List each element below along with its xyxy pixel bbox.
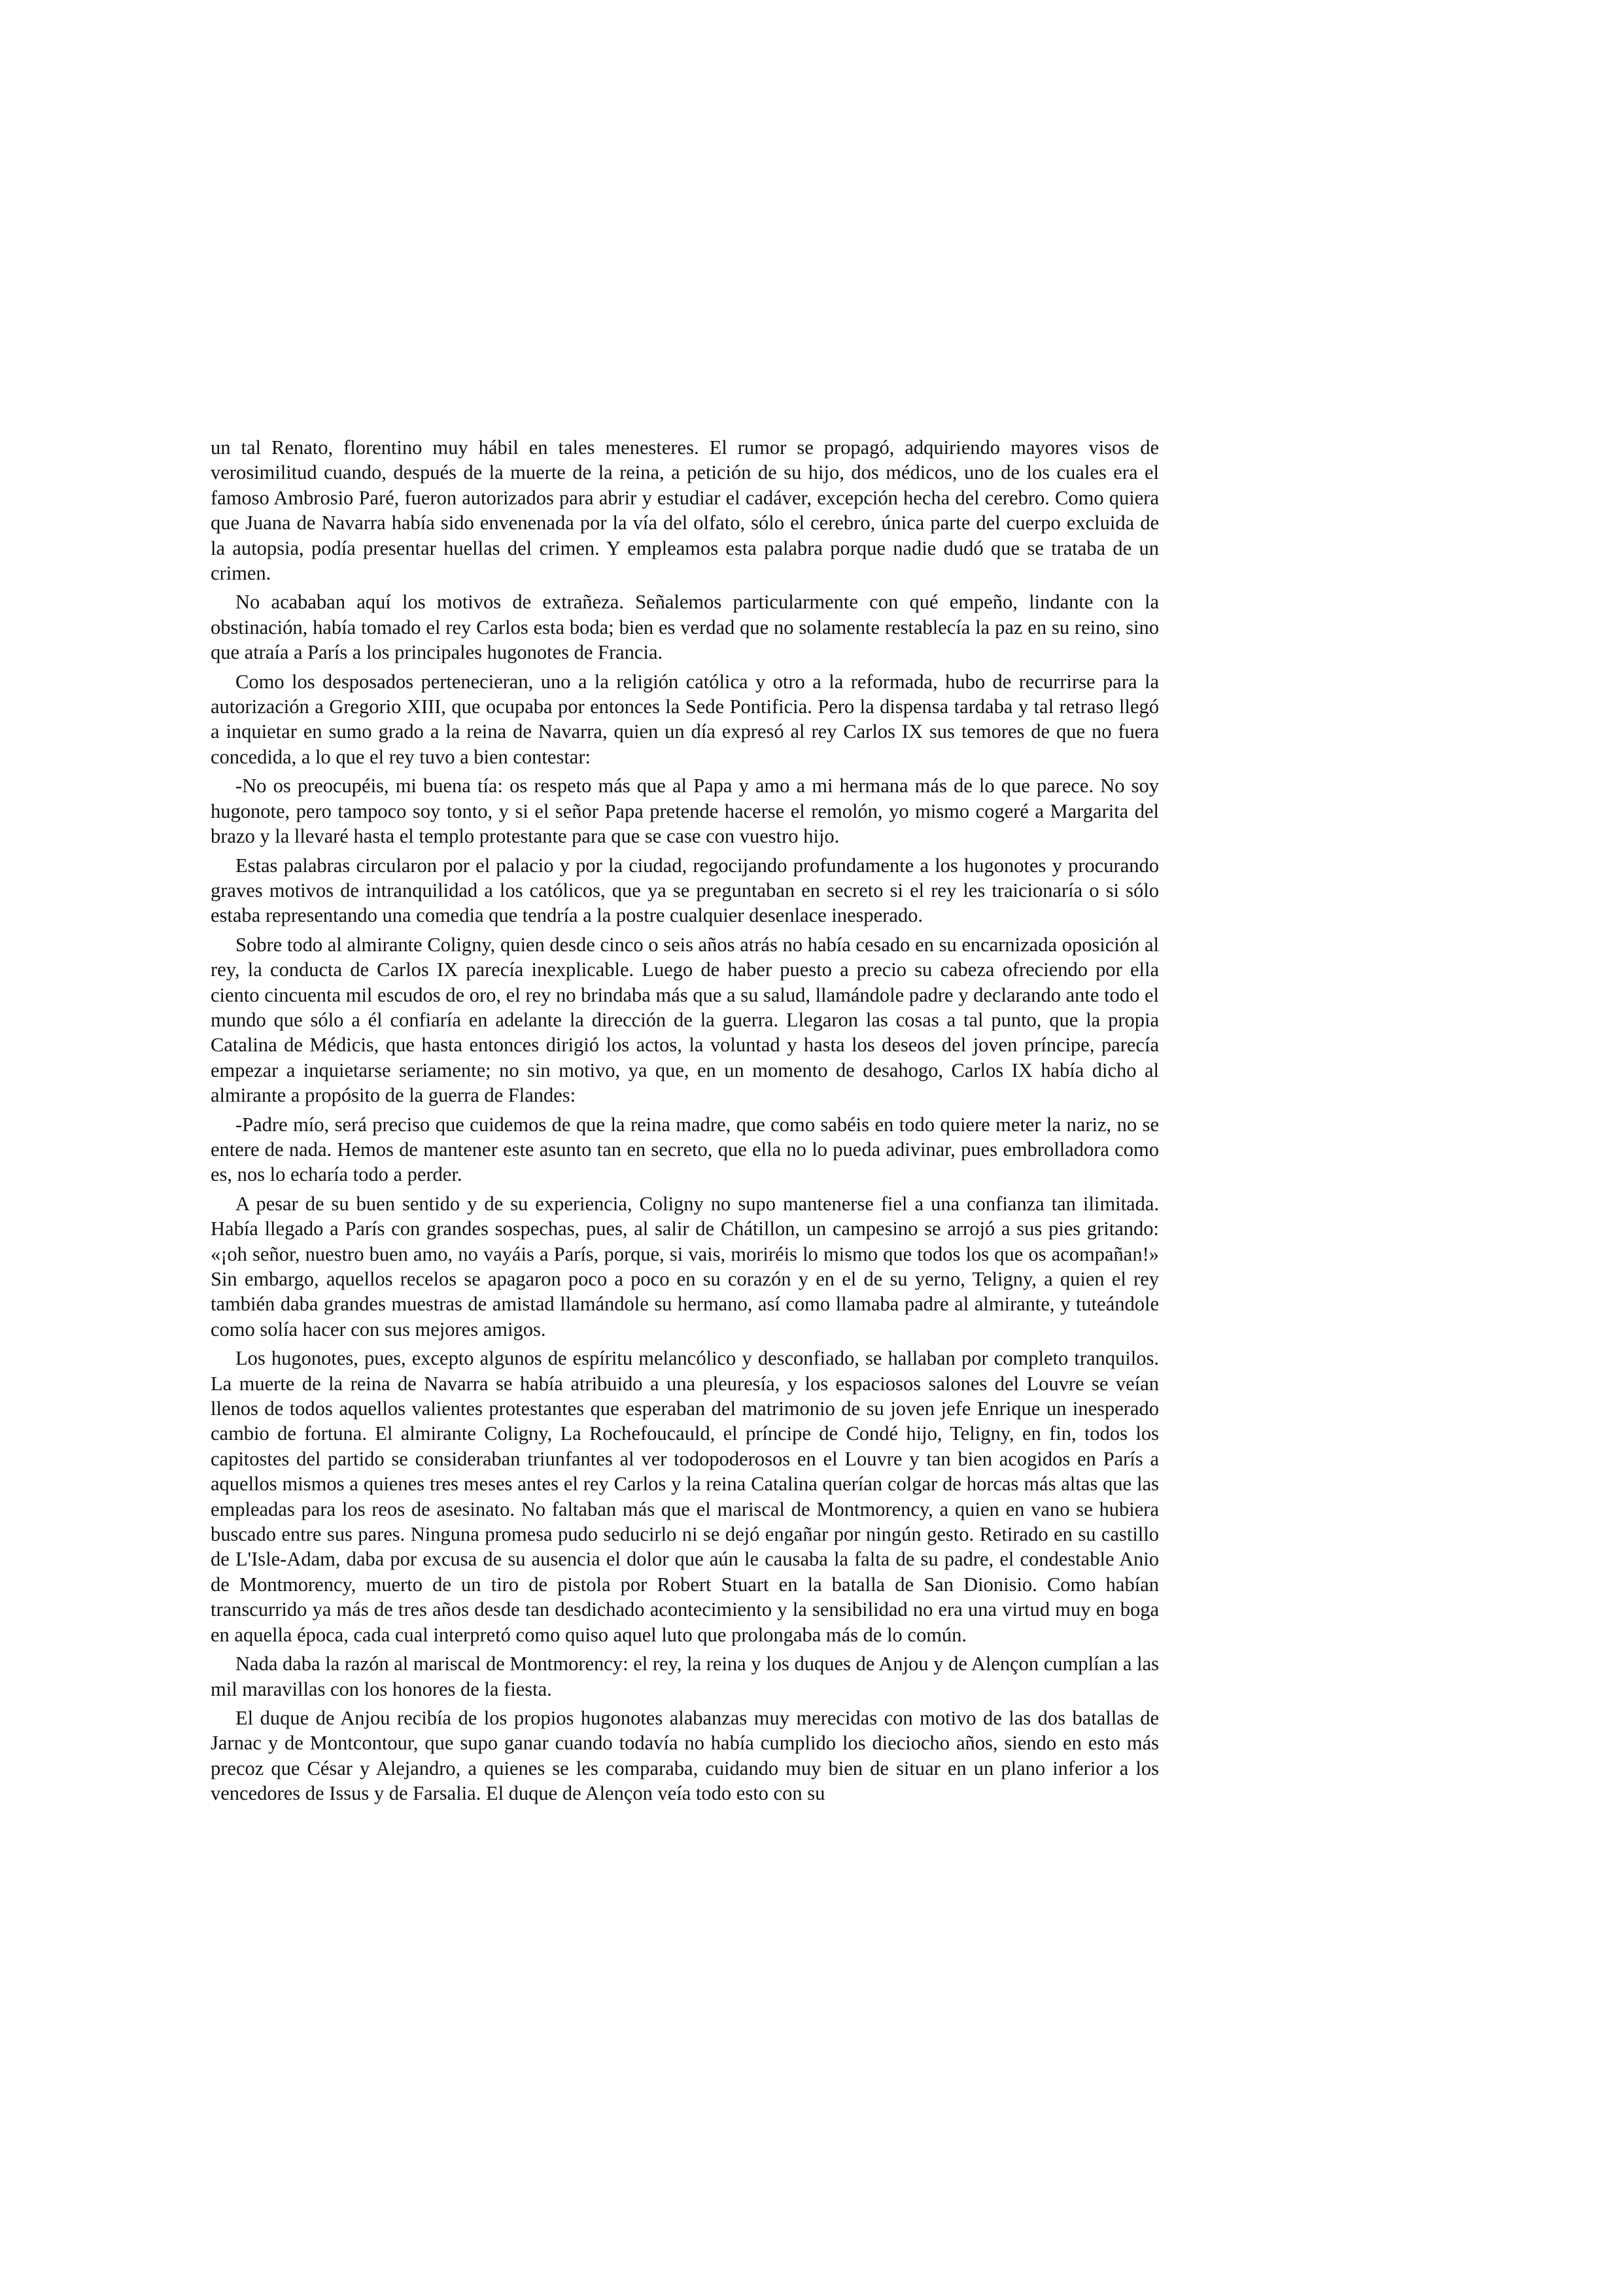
paragraph-9: Los hugonotes, pues, excepto algunos de espíritu melancólico y desconfiado, se hallaban por completo tranquilos. La muerte de la reina de Navarra se había atribuido a una pleuresía, y los espaciosos salones del Louvre se veían llenos de todos aquellos valientes protestantes que esperaban del matrimonio de su joven jefe Enrique un inesperado cambio de fortuna. El almirante Coligny, La Rochefoucauld, el príncipe de Condé hijo, Teligny, en fin, todos los capitostes del partido se consideraban triunfantes al ver todopoderosos en el Louvre y tan bien acogidos en París a aquellos mismos a quienes tres meses antes el rey Carlos y la reina Catalina querían colgar de horcas más altas que las empleadas para los reos de asesinato. No faltaban más que el mariscal de Montmorency, a quien en vano se hubiera buscado entre sus pares. Ninguna promesa pudo seducirlo ni se dejó engañar por ningún gesto. Retirado en su castillo de L'Isle-Adam, daba por excusa de su ausencia el dolor que aún le causaba la falta de su padre, el condestable Anio de Montmorency, muerto de un tiro de pistola por Robert Stuart en la batalla de San Dionisio. Como habían transcurrido ya más de tres años desde tan desdichado acontecimiento y la sensibilidad no era una virtud muy en boga en aquella época, cada cual interpretó como quiso aquel luto que prolongaba más de lo común. [211,1347,1159,1646]
paragraph-7: -Padre mío, será preciso que cuidemos de que la reina madre, que como sabéis en todo quiere meter la nariz, no se entere de nada. Hemos de mantener este asunto tan en secreto, que ella no lo pueda adivinar, pues embrolladora como es, nos lo echaría todo a perder. [211,1113,1159,1186]
paragraph-11: El duque de Anjou recibía de los propios hugonotes alabanzas muy merecidas con motivo de las dos batallas de Jarnac y de Montcontour, que supo ganar cuando todavía no había cumplido los dieciocho años, siendo en esto más precoz que César y Alejandro, a quienes se les comparaba, cuidando muy bien de situar en un plano inferior a los vencedores de Issus y de Farsalia. El duque de Alençon veía todo esto con su [211,1706,1159,1805]
paragraph-5: Estas palabras circularon por el palacio y por la ciudad, regocijando profundamente a los hugonotes y procurando graves motivos de intranquilidad a los católicos, que ya se preguntaban en secreto si el rey les traicionaría o si sólo estaba representando una comedia que tendría a la postre cualquier desenlace inesperado. [211,854,1159,927]
body-text [211,435,1159,1810]
paragraph-3: Como los desposados pertenecieran, uno a la religión católica y otro a la reformada, hubo de recurrirse para la autorización a Gregorio XIII, que ocupaba por entonces la Sede Pontificia. Pero la dispensa tardaba y tal retraso llegó a inquietar en sumo grado a la reina de Navarra, quien un día expresó al rey Carlos IX sus temores de que no fuera concedida, a lo que el rey tuvo a bien contestar: [211,670,1159,768]
paragraph-10: Nada daba la razón al mariscal de Montmorency: el rey, la reina y los duques de Anjou y de Alençon cumplían a las mil maravillas con los honores de la fiesta. [211,1653,1159,1700]
paragraph-8: A pesar de su buen sentido y de su experiencia, Coligny no supo mantenerse fiel a una confianza tan ilimitada. Había llegado a París con grandes sospechas, pues, al salir de Chátillon, un campesino se arrojó a sus pies gritando: «¡oh señor, nuestro buen amo, no vayáis a París, porque, si vais, moriréis lo mismo que todos los que os acompañan!» Sin embargo, aquellos recelos se apagaron poco a poco en su corazón y en el de su yerno, Teligny, a quien el rey también daba grandes muestras de amistad llamándole su hermano, así como llamaba padre al almirante, y tuteándole como solía hacer con sus mejores amigos. [211,1192,1159,1340]
paragraph-2: No acababan aquí los motivos de extrañeza. Señalemos particularmente con qué empeño, lindante con la obstinación, había tomado el rey Carlos esta boda; bien es verdad que no solamente restablecía la paz en su reino, sino que atraía a París a los principales hugonotes de Francia. [211,591,1159,664]
paragraph-6: Sobre todo al almirante Coligny, quien desde cinco o seis años atrás no había cesado en su encarnizada oposición al rey, la conducta de Carlos IX parecía inexplicable. Luego de haber puesto a precio su cabeza ofreciendo por ella ciento cincuenta mil escudos de oro, el rey no brindaba más que a su salud, llamándole padre y declarando ante todo el mundo que sólo a él confiaría en adelante la dirección de la guerra. Llegaron las cosas a tal punto, que la propia Catalina de Médicis, que hasta entonces dirigió los actos, la voluntad y hasta los deseos del joven príncipe, parecía empezar a inquietarse seriamente; no sin motivo, ya que, en un momento de desahogo, Carlos IX había dicho al almirante a propósito de la guerra de Flandes: [211,933,1159,1107]
paragraph-1: un tal Renato, florentino muy hábil en tales menesteres. El rumor se propagó, adquiriendo mayores visos de verosimilitud cuando, después de la muerte de la reina, a petición de su hijo, dos médicos, uno de los cuales era el famoso Ambrosio Paré, fueron autorizados para abrir y estudiar el cadáver, excepción hecha del cerebro. Como quiera que Juana de Navarra había sido envenenada por la vía del olfato, sólo el cerebro, única parte del cuerpo excluida de la autopsia, podía presentar huellas del crimen. Y empleamos esta palabra porque nadie dudó que se trataba de un crimen. [211,436,1159,585]
paragraph-4: -No os preocupéis, mi buena tía: os respeto más que al Papa y amo a mi hermana más de lo que parece. No soy hugonote, pero tampoco soy tonto, y si el señor Papa pretende hacerse el remolón, yo mismo cogeré a Margarita del brazo y la llevaré hasta el templo protestante para que se case con vuestro hijo. [211,775,1159,848]
